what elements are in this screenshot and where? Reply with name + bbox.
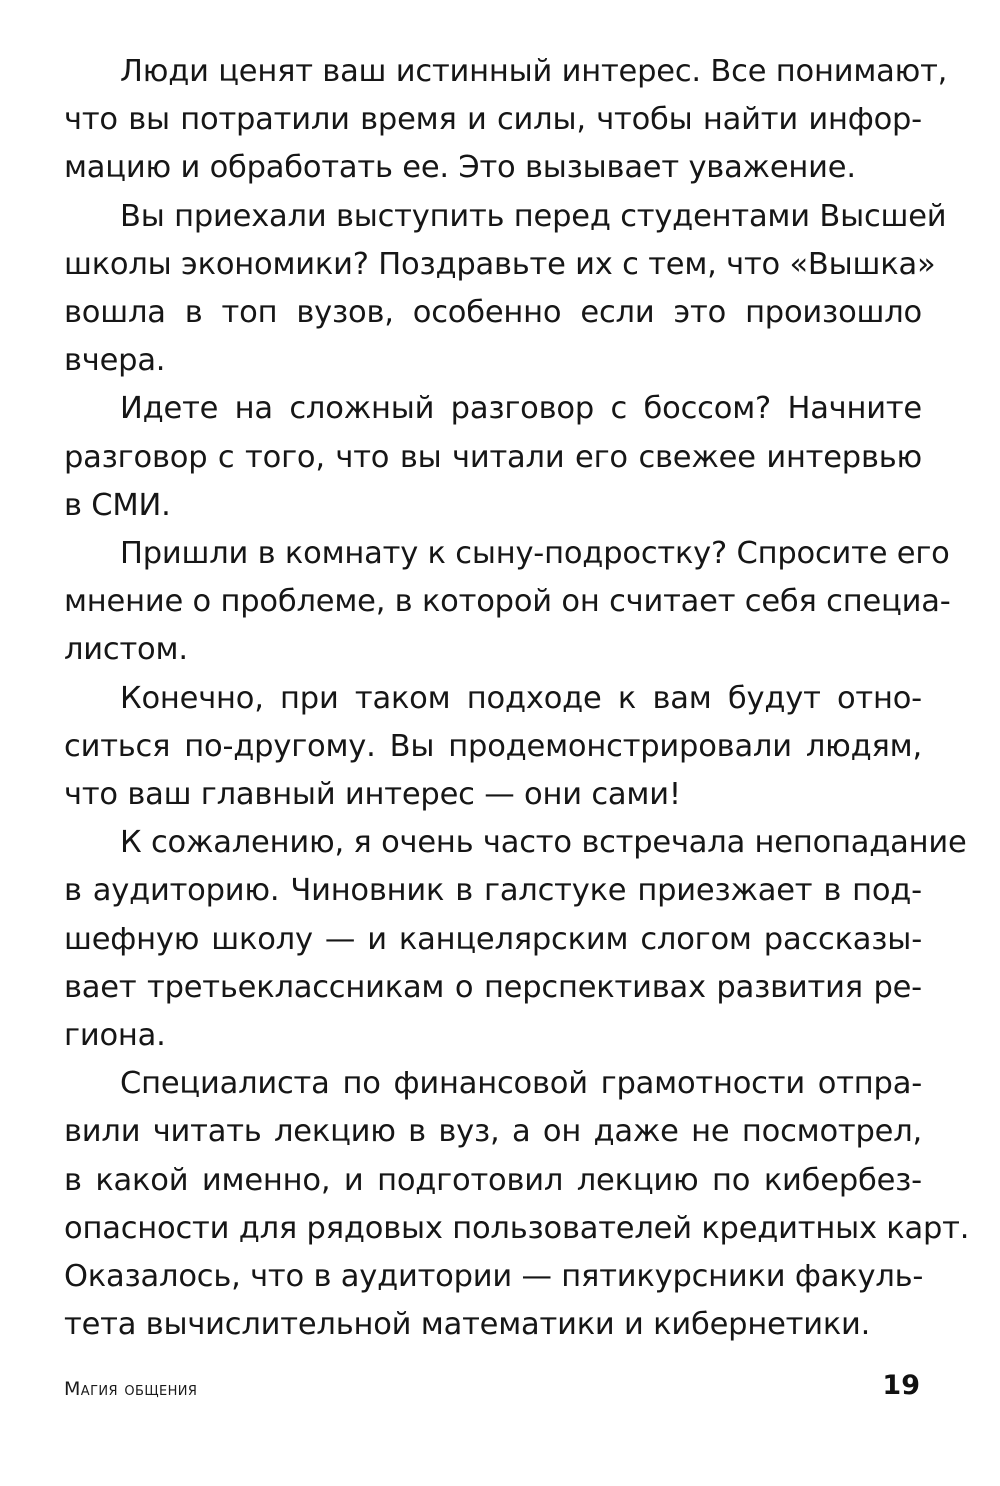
- paragraph-2-line: вошла в топ вузов, особенно если это произошло: [64, 295, 922, 330]
- paragraph-7-line: Специалиста по финансовой грамотности отпра-: [120, 1066, 922, 1101]
- paragraph-5-line: что ваш главный интерес — они сами!: [64, 777, 681, 812]
- paragraph-7-line: вили читать лекцию в вуз, а он даже не посмотрел,: [64, 1114, 922, 1149]
- paragraph-6-line: гиона.: [64, 1018, 166, 1053]
- paragraph-2-line: Вы приехали выступить перед студентами Высшей: [120, 199, 947, 234]
- paragraph-7-line: опасности для рядовых пользователей кредитных карт.: [64, 1211, 970, 1246]
- paragraph-6-line: вает третьеклассникам о перспективах развития ре-: [64, 970, 922, 1005]
- paragraph-3-line: Идете на сложный разговор с боссом? Начните: [120, 391, 922, 426]
- paragraph-1-line: что вы потратили время и силы, чтобы найти инфор-: [64, 102, 922, 137]
- paragraph-7-line: Оказалось, что в аудитории — пятикурсники факуль-: [64, 1259, 924, 1294]
- paragraph-6-line: К сожалению, я очень часто встречала непопадание: [120, 825, 967, 860]
- paragraph-7-line: в какой именно, и подготовил лекцию по кибербез-: [64, 1163, 922, 1198]
- page-number: 19: [882, 1370, 920, 1401]
- paragraph-6-line: в аудиторию. Чиновник в галстуке приезжает в под-: [64, 873, 922, 908]
- paragraph-1-line: мацию и обработать ее. Это вызывает уважение.: [64, 150, 856, 185]
- paragraph-7-line: тета вычислительной математики и кибернетики.: [64, 1307, 871, 1342]
- paragraph-5-line: ситься по-другому. Вы продемонстрировали людям,: [64, 729, 922, 764]
- paragraph-4-line: мнение о проблеме, в которой он считает себя специа-: [64, 584, 951, 619]
- paragraph-5-line: Конечно, при таком подходе к вам будут отно-: [120, 681, 922, 716]
- paragraph-4-line: Пришли в комнату к сыну-подростку? Спросите его: [120, 536, 950, 571]
- paragraph-6-line: шефную школу — и канцелярским слогом рассказы-: [64, 922, 922, 957]
- paragraph-3-line: в СМИ.: [64, 488, 171, 523]
- paragraph-2-line: школы экономики? Поздравьте их с тем, что «Вышка»: [64, 247, 936, 282]
- paragraph-4-line: листом.: [64, 632, 188, 667]
- paragraph-1-line: Люди ценят ваш истинный интерес. Все понимают,: [120, 54, 948, 89]
- paragraph-2-line: вчера.: [64, 343, 166, 378]
- running-footer-title: Магия общения: [64, 1378, 198, 1400]
- paragraph-3-line: разговор с того, что вы читали его свежее интервью: [64, 440, 922, 475]
